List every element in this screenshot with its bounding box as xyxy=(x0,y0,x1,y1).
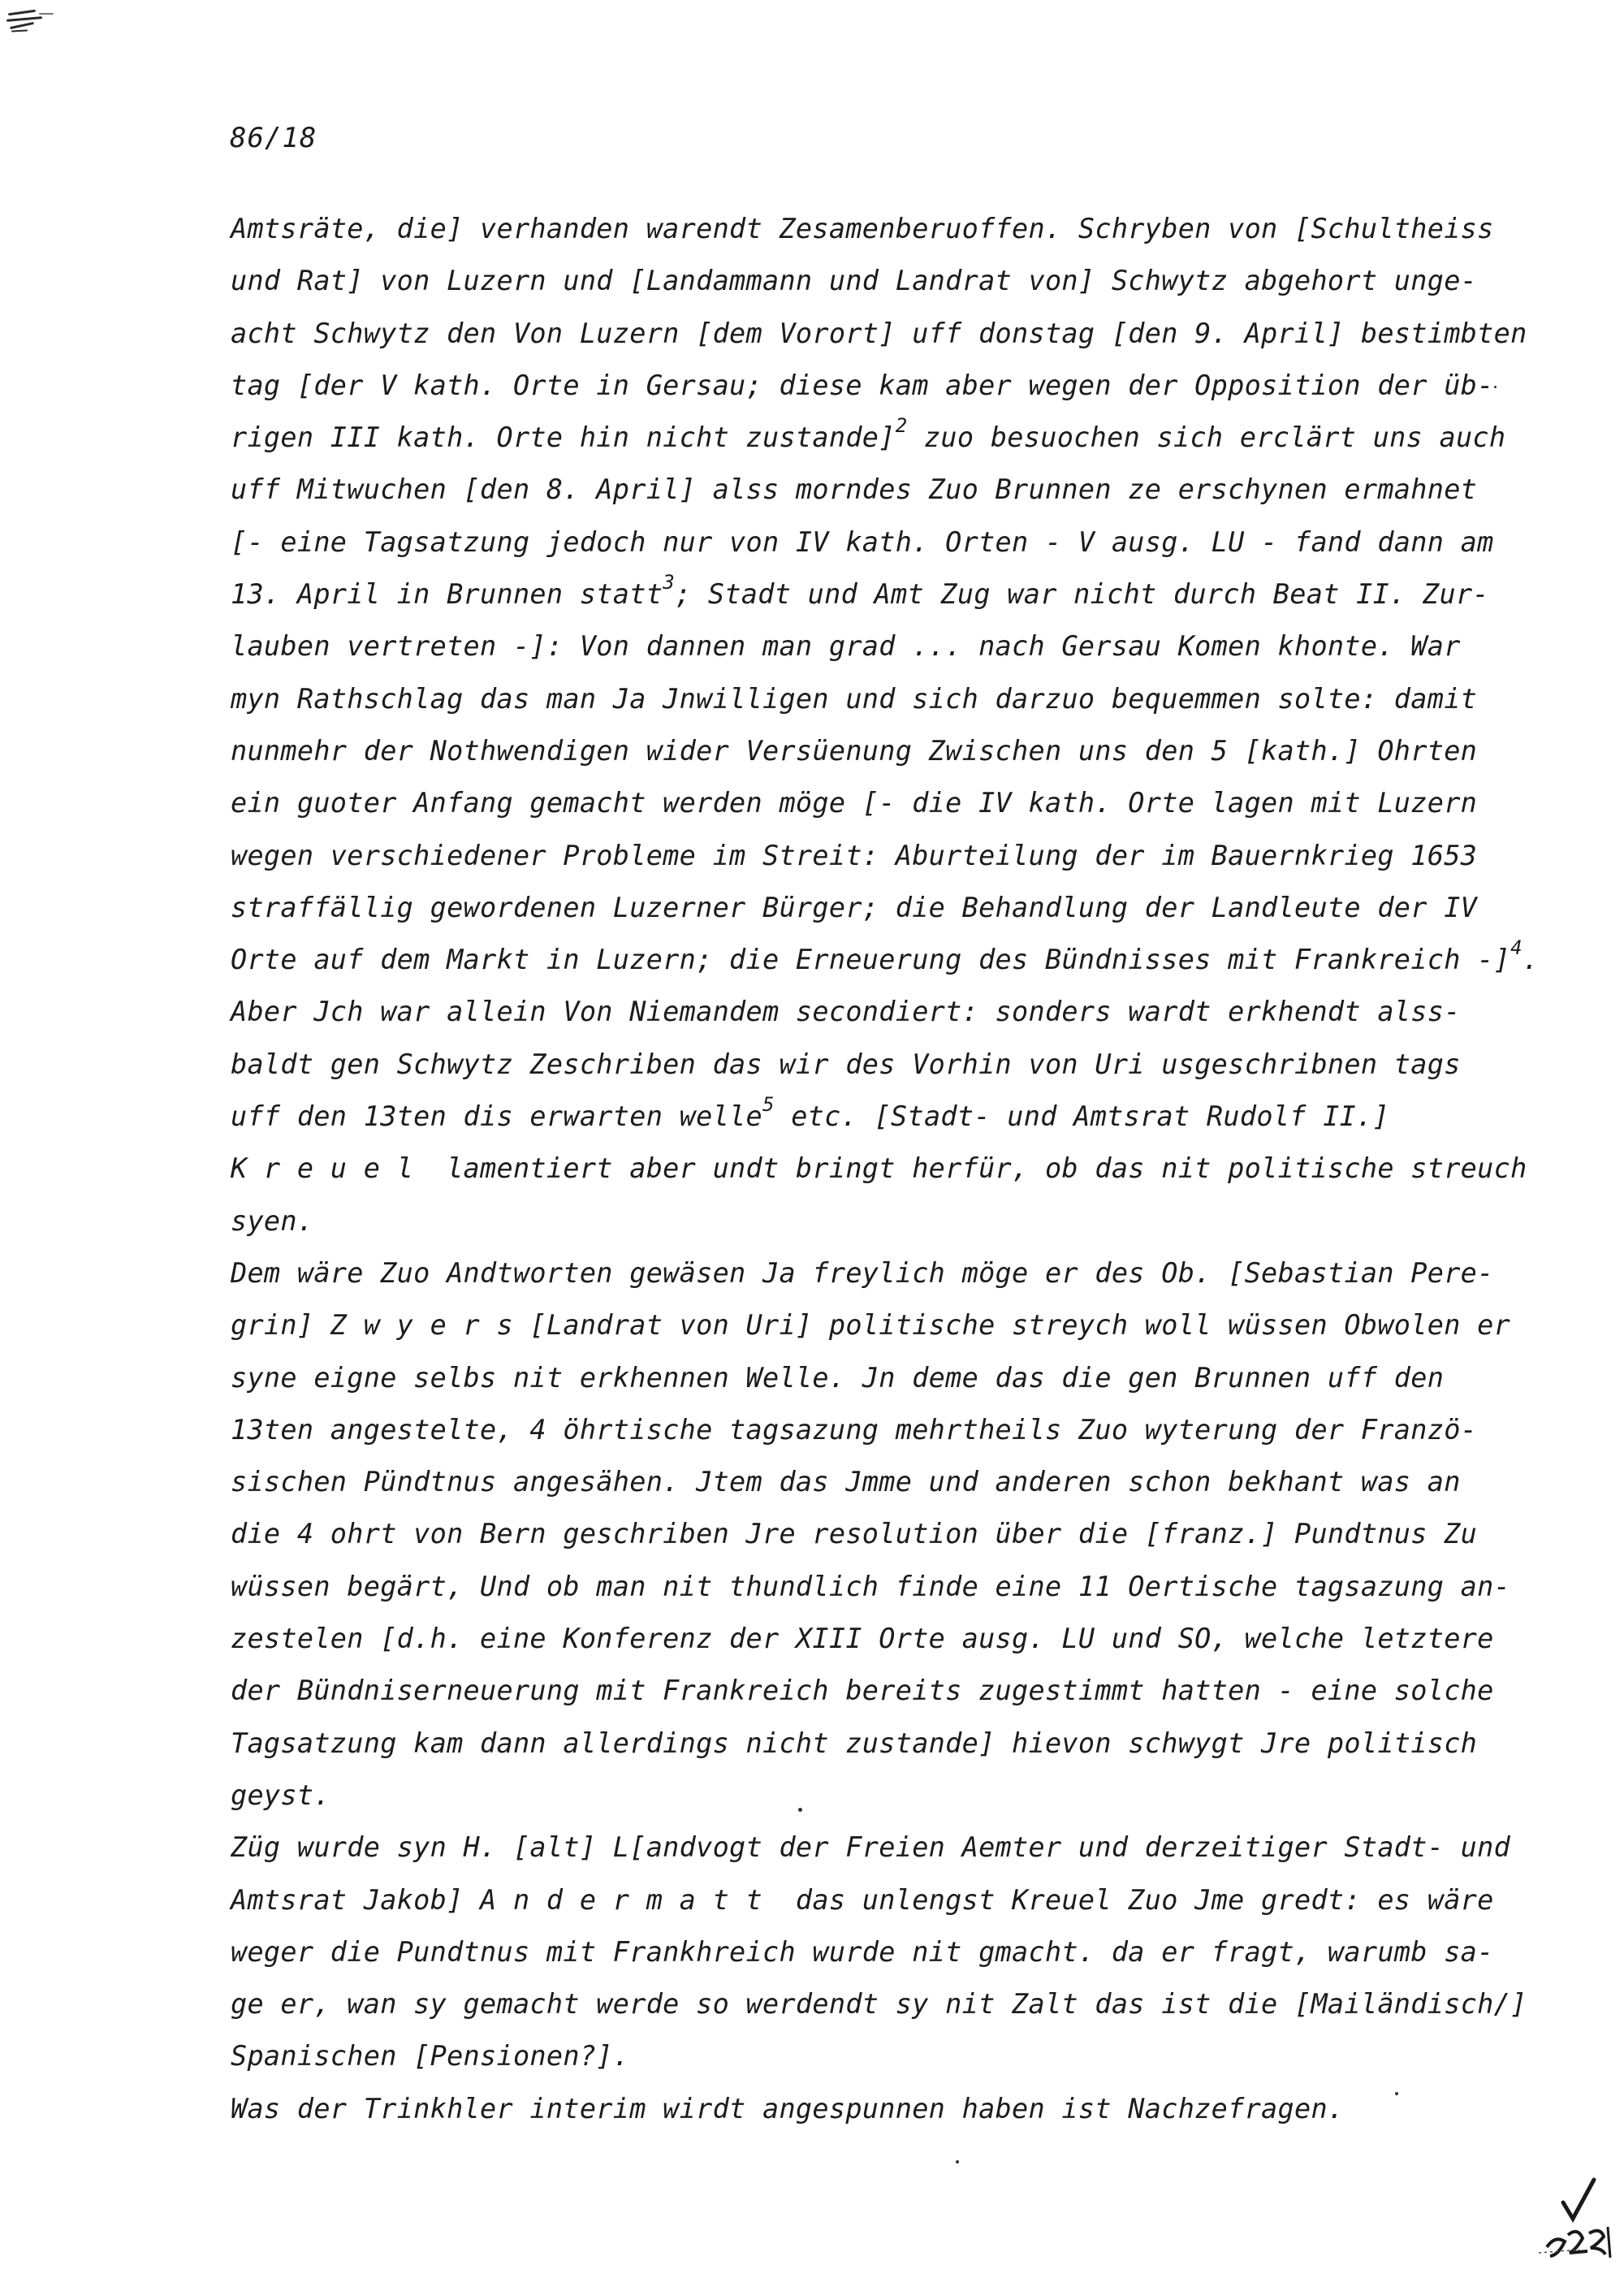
line-text: wüssen begärt, Und ob man nit thundlich finde eine 11 Oertische tagsazung an- xyxy=(231,1570,1511,1602)
line-text: wegen verschiedener Probleme im Streit: Aburteilung der im Bauernkrieg 1653 xyxy=(231,839,1478,871)
line-text: sischen Pündtnus angesähen. Jtem das Jmme und anderen schon bekhant was an xyxy=(231,1466,1461,1498)
line-text: syen. xyxy=(231,1204,314,1237)
text-line xyxy=(231,464,1611,516)
text-line xyxy=(231,308,1611,360)
text-line xyxy=(231,1822,1611,1874)
line-text-continued: ; Stadt und Amt Zug war nicht durch Beat II. Zur- xyxy=(674,578,1489,611)
text-line xyxy=(231,360,1611,412)
line-text: rigen III kath. Orte hin nicht zustande] xyxy=(231,421,896,454)
text-line xyxy=(231,1091,1611,1143)
text-line xyxy=(231,777,1611,829)
line-text: Tagsatzung kam dann allerdings nicht zustande] hievon schwygt Jre politisch xyxy=(231,1727,1478,1759)
text-line xyxy=(231,1718,1611,1770)
page-number: 86/18 xyxy=(230,122,317,154)
line-text: Aber Jch war allein Von Niemandem secondiert: sonders wardt erkhendt alss- xyxy=(231,996,1461,1028)
line-text: syne eigne selbs nit erkhennen Welle. Jn deme das die gen Brunnen uff den xyxy=(231,1361,1445,1394)
text-line xyxy=(231,1195,1611,1247)
text-line xyxy=(231,1247,1611,1299)
footnote-marker: 3 xyxy=(663,571,675,594)
line-text: myn Rathschlag das man Ja Jnwilligen und sich darzuo bequemmen solte: damit xyxy=(231,682,1478,715)
line-text-continued: etc. [Stadt- und Amtsrat Rudolf II.] xyxy=(774,1100,1390,1133)
text-line xyxy=(231,882,1611,934)
line-text: 13. April in Brunnen statt xyxy=(231,578,663,611)
stray-mark xyxy=(1395,2092,1398,2095)
line-text: straffällig gewordenen Luzerner Bürger; die Behandlung der Landleute der IV xyxy=(231,891,1478,923)
text-line xyxy=(231,1561,1611,1613)
line-text: und Rat] von Luzern und [Landammann und Landrat von] Schwytz abgehort unge- xyxy=(231,265,1478,297)
ink-smudge-icon xyxy=(6,8,55,37)
line-text: Was der Trinkhler interim wirdt angespunnen haben ist Nachzefragen. xyxy=(231,2092,1345,2125)
line-text: die 4 ohrt von Bern geschriben Jre resolution über die [franz.] Pundtnus Zu xyxy=(231,1518,1478,1550)
line-text: Dem wäre Zuo Andtworten gewäsen Ja freylich möge er des Ob. [Sebastian Pere- xyxy=(231,1256,1494,1289)
line-text: lauben vertreten -]: Von dannen man grad ... nach Gersau Komen khonte. War xyxy=(231,630,1461,663)
line-text: uff Mitwuchen [den 8. April] alss morndes Zuo Brunnen ze erschynen ermahnet xyxy=(231,473,1478,506)
text-line xyxy=(231,1613,1611,1665)
line-text: uff den 13ten dis erwarten welle xyxy=(231,1100,762,1133)
line-text: ge er, wan sy gemacht werde so werdendt sy nit Zalt das ist die [Mailändisch/] xyxy=(231,1988,1527,2021)
line-text: Züg wurde syn H. [alt] L[andvogt der Freien Aemter und derzeitiger Stadt- und xyxy=(231,1831,1511,1864)
text-line xyxy=(231,1770,1611,1822)
line-text: nunmehr der Nothwendigen wider Versüenung Zwischen uns den 5 [kath.] Ohrten xyxy=(231,734,1478,767)
line-text-continued: . xyxy=(1522,944,1540,976)
text-line xyxy=(231,673,1611,725)
text-line xyxy=(231,830,1611,882)
line-text: weger die Pundtnus mit Frankhreich wurde nit gmacht. da er fragt, warumb sa- xyxy=(231,1935,1494,1968)
line-text: Spanischen [Pensionen?]. xyxy=(231,2040,630,2073)
text-line xyxy=(231,725,1611,777)
text-line xyxy=(231,1299,1611,1351)
text-line xyxy=(231,255,1611,307)
line-text: 13ten angestelte, 4 öhrtische tagsazung mehrtheils Zuo wyterung der Franzö- xyxy=(231,1413,1478,1446)
stray-mark xyxy=(956,2160,959,2163)
transcription-body xyxy=(231,203,1611,2135)
text-line xyxy=(231,412,1611,464)
text-line xyxy=(231,1143,1611,1195)
handwritten-page-mark-icon xyxy=(1531,2105,1620,2259)
text-line xyxy=(231,1352,1611,1404)
text-line xyxy=(231,1456,1611,1508)
text-line xyxy=(231,1874,1611,1926)
text-line xyxy=(231,1978,1611,2030)
line-text: ein guoter Anfang gemacht werden möge [- die IV kath. Orte lagen mit Luzern xyxy=(231,787,1478,819)
line-text: Orte auf dem Markt in Luzern; die Erneuerung des Bündnisses mit Frankreich -] xyxy=(231,944,1511,976)
text-line xyxy=(231,1665,1611,1717)
line-text: Amtsräte, die] verhanden warendt Zesamenberuoffen. Schryben von [Schultheiss xyxy=(231,213,1494,244)
line-text: K r e u e l lamentiert aber undt bringt herfür, ob das nit politische streuch xyxy=(231,1152,1527,1185)
text-line xyxy=(231,1926,1611,1978)
text-line xyxy=(231,203,1611,255)
stray-mark xyxy=(798,1808,802,1812)
line-text: Amtsrat Jakob] A n d e r m a t t das unlengst Kreuel Zuo Jme gredt: es wäre xyxy=(231,1883,1494,1916)
text-line xyxy=(231,1039,1611,1091)
text-line xyxy=(231,2030,1611,2082)
footnote-marker: 4 xyxy=(1510,936,1522,960)
footnote-marker: 5 xyxy=(762,1093,775,1117)
line-text-continued: zuo besuochen sich erclärt uns auch xyxy=(907,421,1506,454)
line-text: grin] Z w y e r s [Landrat von Uri] politische streych woll wüssen Obwolen er xyxy=(231,1309,1511,1342)
text-line xyxy=(231,620,1611,672)
text-line xyxy=(231,986,1611,1038)
line-text: acht Schwytz den Von Luzern [dem Vorort] uff donstag [den 9. April] bestimbten xyxy=(231,317,1527,349)
line-text: baldt gen Schwytz Zeschriben das wir des Vorhin von Uri usgeschribnen tags xyxy=(231,1048,1461,1080)
text-line xyxy=(231,934,1611,986)
footnote-marker: 2 xyxy=(895,414,908,438)
text-line xyxy=(231,568,1611,620)
stray-mark xyxy=(1494,386,1497,388)
line-text: [- eine Tagsatzung jedoch nur von IV kath. Orten - V ausg. LU - fand dann am xyxy=(231,525,1494,558)
line-text: geyst. xyxy=(231,1779,330,1811)
text-line xyxy=(231,2083,1611,2135)
line-text: tag [der V kath. Orte in Gersau; diese kam aber wegen der Opposition der üb- xyxy=(231,369,1494,401)
text-line xyxy=(231,517,1611,568)
line-text: der Bündniserneuerung mit Frankreich bereits zugestimmt hatten - eine solche xyxy=(231,1675,1494,1707)
text-line xyxy=(231,1508,1611,1560)
line-text: zestelen [d.h. eine Konferenz der XIII Orte ausg. LU und SO, welche letztere xyxy=(231,1623,1494,1655)
text-line xyxy=(231,1404,1611,1456)
